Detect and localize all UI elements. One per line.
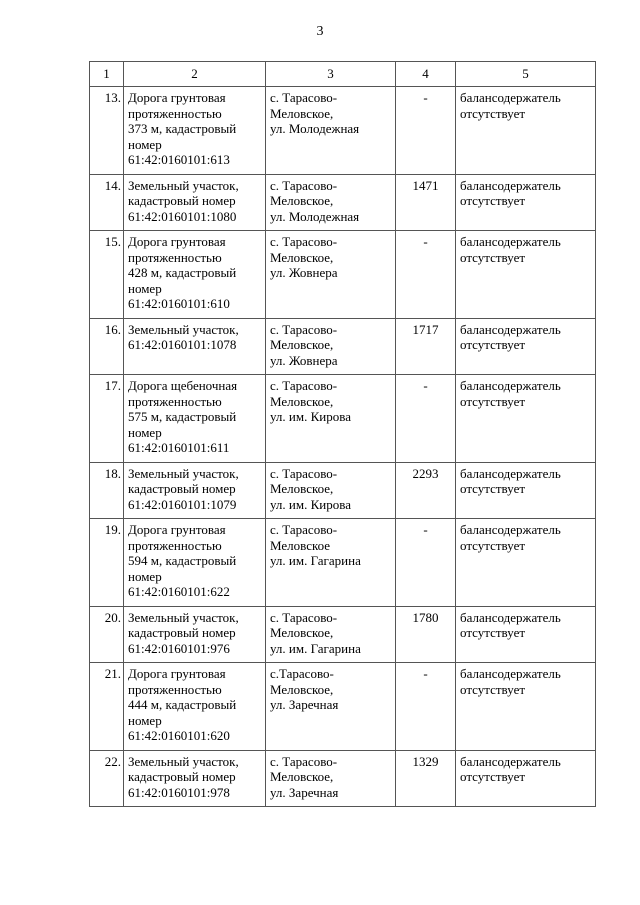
table-row (90, 750, 596, 807)
object-address: с. Тарасово- Меловское, ул. Заречная (266, 750, 396, 807)
object-area: - (396, 663, 456, 751)
table-row (90, 231, 596, 319)
table-row (90, 606, 596, 663)
object-area: 2293 (396, 462, 456, 519)
balance-holder: балансодержатель отсутствует (456, 663, 596, 751)
object-description: Дорога грунтовая протяженностью 373 м, кадастровый номер 61:42:0160101:613 (124, 87, 266, 175)
balance-holder: балансодержатель отсутствует (456, 174, 596, 231)
balance-holder: балансодержатель отсутствует (456, 375, 596, 463)
object-area: - (396, 519, 456, 607)
object-address: с. Тарасово- Меловское, ул. им. Кирова (266, 375, 396, 463)
object-address: с. Тарасово- Меловское, ул. им. Гагарина (266, 606, 396, 663)
header-cell-number: 1 (90, 62, 124, 87)
header-cell-object: 2 (124, 62, 266, 87)
row-number: 13. (90, 87, 124, 175)
table-row (90, 519, 596, 607)
object-address: с. Тарасово- Меловское, ул. Жовнера (266, 231, 396, 319)
balance-holder: балансодержатель отсутствует (456, 87, 596, 175)
header-cell-holder: 5 (456, 62, 596, 87)
row-number: 15. (90, 231, 124, 319)
object-address: с. Тарасово- Меловское ул. им. Гагарина (266, 519, 396, 607)
balance-holder: балансодержатель отсутствует (456, 606, 596, 663)
object-area: - (396, 87, 456, 175)
row-number: 17. (90, 375, 124, 463)
balance-holder: балансодержатель отсутствует (456, 750, 596, 807)
object-description: Земельный участок, кадастровый номер 61:42:0160101:976 (124, 606, 266, 663)
object-area: 1329 (396, 750, 456, 807)
row-number: 14. (90, 174, 124, 231)
row-number: 20. (90, 606, 124, 663)
object-description: Дорога грунтовая протяженностью 594 м, кадастровый номер 61:42:0160101:622 (124, 519, 266, 607)
object-description: Земельный участок, кадастровый номер 61:42:0160101:1079 (124, 462, 266, 519)
object-address: с. Тарасово- Меловское, ул. Жовнера (266, 318, 396, 375)
table-row (90, 663, 596, 751)
object-description: Дорога щебеночная протяженностью 575 м, кадастровый номер 61:42:0160101:611 (124, 375, 266, 463)
object-area: 1717 (396, 318, 456, 375)
table-row (90, 375, 596, 463)
row-number: 18. (90, 462, 124, 519)
row-number: 21. (90, 663, 124, 751)
object-area: - (396, 375, 456, 463)
property-registry-table (89, 61, 596, 807)
row-number: 22. (90, 750, 124, 807)
balance-holder: балансодержатель отсутствует (456, 231, 596, 319)
object-area: 1780 (396, 606, 456, 663)
balance-holder: балансодержатель отсутствует (456, 519, 596, 607)
object-address: с. Тарасово- Меловское, ул. Молодежная (266, 174, 396, 231)
object-address: с.Тарасово- Меловское, ул. Заречная (266, 663, 396, 751)
object-description: Земельный участок, кадастровый номер 61:42:0160101:978 (124, 750, 266, 807)
table-row (90, 318, 596, 375)
balance-holder: балансодержатель отсутствует (456, 318, 596, 375)
table-row (90, 174, 596, 231)
header-cell-area: 4 (396, 62, 456, 87)
object-description: Дорога грунтовая протяженностью 444 м, кадастровый номер 61:42:0160101:620 (124, 663, 266, 751)
table-row (90, 87, 596, 175)
header-cell-address: 3 (266, 62, 396, 87)
row-number: 16. (90, 318, 124, 375)
object-description: Дорога грунтовая протяженностью 428 м, кадастровый номер 61:42:0160101:610 (124, 231, 266, 319)
table-header-row (90, 62, 596, 87)
object-description: Земельный участок, кадастровый номер 61:42:0160101:1080 (124, 174, 266, 231)
page-number: 3 (316, 24, 324, 39)
object-area: 1471 (396, 174, 456, 231)
object-area: - (396, 231, 456, 319)
object-address: с. Тарасово- Меловское, ул. Молодежная (266, 87, 396, 175)
object-description: Земельный участок, 61:42:0160101:1078 (124, 318, 266, 375)
object-address: с. Тарасово- Меловское, ул. им. Кирова (266, 462, 396, 519)
balance-holder: балансодержатель отсутствует (456, 462, 596, 519)
table-row (90, 462, 596, 519)
row-number: 19. (90, 519, 124, 607)
